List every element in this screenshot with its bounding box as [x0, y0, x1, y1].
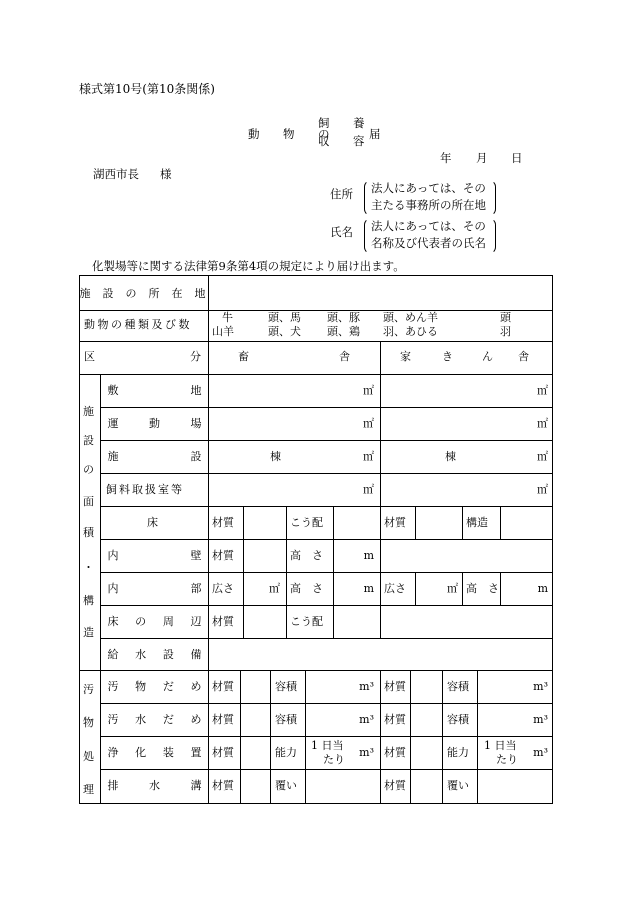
- table-rule: [100, 407, 553, 408]
- meter-unit: m: [537, 582, 548, 595]
- facility-vertical-label: 面: [83, 495, 94, 508]
- item-feed-room: 飼料取扱室等: [106, 483, 184, 496]
- addressee-honorific: 様: [160, 167, 172, 181]
- capacity-label: 容積: [447, 713, 469, 726]
- sewage-vertical-label: 理: [83, 783, 94, 796]
- item-waste-water-pit: だ: [162, 713, 174, 726]
- table-rule: [100, 638, 553, 639]
- capacity-label: 能力: [275, 746, 297, 759]
- poultry-header: 家: [400, 350, 411, 363]
- title-prefix: 動 物 の: [248, 127, 336, 141]
- species-label: 動物の種類及び数: [84, 318, 192, 331]
- cubic-meter-unit: m³: [359, 680, 374, 693]
- table-rule: [100, 769, 553, 770]
- table-rule: [380, 670, 381, 770]
- item-water-supply: 給: [107, 648, 119, 661]
- table-rule: [100, 736, 553, 737]
- table-rule: [415, 572, 416, 606]
- sqm-unit: ㎡: [363, 483, 374, 496]
- item-floor-edge: の: [135, 615, 147, 628]
- item-waste-water-pit: め: [190, 713, 202, 726]
- sqm-unit: ㎡: [269, 582, 280, 595]
- facility-vertical-label: 積: [83, 526, 94, 539]
- table-rule: [100, 506, 553, 507]
- name-label: 氏名: [330, 225, 353, 239]
- item-floor-edge: 周: [162, 615, 174, 628]
- item-exercise-area: 運: [107, 417, 119, 430]
- date-year-label: 年: [440, 151, 452, 165]
- slope-label: こう配: [290, 516, 323, 529]
- poultry-header: ん: [482, 350, 493, 363]
- meter-unit: m: [363, 549, 374, 562]
- table-rule: [240, 670, 241, 770]
- table-rule: [500, 506, 501, 540]
- species-line1-item: 頭、豚: [327, 311, 360, 324]
- sqm-unit: ㎡: [363, 450, 374, 463]
- date-day-label: 日: [511, 151, 523, 165]
- table-rule: [100, 473, 553, 474]
- title-suffix: 届: [369, 127, 381, 141]
- height-label: 高 さ: [290, 549, 323, 562]
- table-rule: [270, 670, 271, 770]
- cover-label: 覆い: [275, 779, 297, 792]
- table-rule: [286, 572, 287, 606]
- capacity-label: 能力: [447, 746, 469, 759]
- table-rule: [100, 605, 553, 606]
- species-line2-item: 頭、鶏: [327, 325, 360, 338]
- species-line1-item: 頭、馬: [268, 311, 301, 324]
- per-day-label: 1 日当: [311, 739, 344, 752]
- item-manure-pit: め: [190, 680, 202, 693]
- table-rule: [380, 605, 381, 639]
- division-label-left: 区: [84, 350, 95, 363]
- material-label: 材質: [384, 779, 406, 792]
- table-rule: [442, 769, 443, 804]
- table-rule: [477, 769, 478, 804]
- table-border-top: [79, 275, 553, 276]
- title-option-keep: 飼 養: [318, 116, 371, 130]
- capacity-label: 容積: [447, 680, 469, 693]
- barn-header: 畜: [238, 350, 249, 363]
- meter-unit: m: [363, 582, 374, 595]
- table-rule: [79, 341, 553, 342]
- species-line1-item: 牛: [222, 311, 233, 324]
- item-manure-pit: 汚: [107, 680, 119, 693]
- table-rule: [240, 769, 241, 804]
- location-label: の: [125, 287, 137, 300]
- table-rule: [462, 572, 463, 606]
- table-rule: [305, 670, 306, 770]
- item-exercise-area: 動: [149, 417, 160, 430]
- sqm-unit: ㎡: [537, 483, 548, 496]
- name-note-line1: 法人にあっては、その: [371, 219, 486, 233]
- facility-vertical-label: 造: [83, 626, 94, 639]
- table-rule: [500, 572, 501, 606]
- facility-vertical-label: ・: [83, 561, 94, 574]
- name-note-line2: 名称及び代表者の氏名: [371, 236, 486, 250]
- item-septic-tank: 装: [162, 746, 174, 759]
- table-border-left: [79, 275, 80, 804]
- item-interior: 部: [190, 582, 202, 595]
- table-rule: [100, 539, 553, 540]
- height-label: 高 さ: [466, 582, 499, 595]
- table-rule: [333, 572, 334, 606]
- table-rule: [243, 572, 244, 606]
- table-rule: [79, 374, 553, 375]
- material-label: 材質: [384, 516, 406, 529]
- table-rule: [380, 506, 381, 540]
- item-septic-tank: 化: [135, 746, 147, 759]
- table-rule: [243, 506, 244, 540]
- item-manure-pit: だ: [162, 680, 174, 693]
- item-site: 敷: [107, 384, 119, 397]
- cubic-meter-unit: m³: [533, 680, 548, 693]
- location-label: 在: [171, 287, 183, 300]
- item-drain: 水: [149, 779, 160, 792]
- item-septic-tank: 浄: [107, 746, 119, 759]
- table-rule: [380, 539, 381, 573]
- cover-label: 覆い: [447, 779, 469, 792]
- sewage-vertical-label: 汚: [83, 683, 94, 696]
- table-rule: [270, 769, 271, 804]
- table-rule: [333, 539, 334, 573]
- per-day-label: 1 日当: [484, 739, 517, 752]
- item-drain: 排: [107, 779, 119, 792]
- item-inner-wall: 壁: [190, 549, 202, 562]
- address-label: 住所: [330, 187, 353, 201]
- species-line2-item: 山羊: [212, 325, 234, 338]
- sqm-unit: ㎡: [537, 450, 548, 463]
- sewage-vertical-label: 物: [83, 716, 94, 729]
- address-note-line1: 法人にあっては、その: [371, 181, 486, 195]
- per-day-label: たり: [323, 753, 345, 766]
- item-waste-water-pit: 汚: [107, 713, 119, 726]
- item-water-supply: 水: [135, 648, 147, 661]
- material-label: 材質: [212, 615, 234, 628]
- location-label: 地: [194, 287, 206, 300]
- material-label: 材質: [212, 680, 234, 693]
- species-line1-item: 頭: [500, 311, 511, 324]
- intro-text: 化製場等に関する法律第9条第4項の規定により届け出ます。: [92, 259, 405, 273]
- table-rule: [100, 440, 553, 441]
- material-label: 材質: [384, 713, 406, 726]
- item-inner-wall: 内: [107, 549, 119, 562]
- table-rule: [333, 605, 334, 639]
- item-facility: 施: [107, 450, 119, 463]
- table-rule: [410, 670, 411, 770]
- building-count-unit: 棟: [445, 450, 456, 463]
- table-rule: [100, 572, 553, 573]
- table-rule: [243, 605, 244, 639]
- table-rule: [415, 506, 416, 540]
- facility-vertical-label: の: [83, 463, 94, 476]
- title-option-house: 収 容: [318, 134, 371, 148]
- sqm-unit: ㎡: [447, 582, 458, 595]
- building-count-unit: 棟: [270, 450, 281, 463]
- material-label: 材質: [384, 680, 406, 693]
- item-exercise-area: 場: [190, 417, 202, 430]
- table-rule: [243, 539, 244, 573]
- table-rule: [286, 605, 287, 639]
- table-rule: [442, 670, 443, 770]
- material-label: 材質: [212, 516, 234, 529]
- item-facility: 設: [190, 450, 202, 463]
- material-label: 材質: [212, 713, 234, 726]
- item-site: 地: [190, 384, 202, 397]
- sqm-unit: ㎡: [537, 417, 548, 430]
- item-waste-water-pit: 水: [135, 713, 147, 726]
- species-line2-item: 羽、あひる: [383, 325, 438, 338]
- item-water-supply: 備: [190, 648, 202, 661]
- item-manure-pit: 物: [135, 680, 147, 693]
- facility-vertical-label: 施: [83, 405, 94, 418]
- addressee: 湖西市長: [93, 167, 139, 181]
- cubic-meter-unit: m³: [359, 746, 374, 759]
- barn-header: 舎: [339, 350, 350, 363]
- table-rule: [286, 539, 287, 573]
- height-label: 高 さ: [290, 582, 323, 595]
- item-drain: 溝: [190, 779, 202, 792]
- table-rule: [380, 572, 381, 606]
- table-rule: [286, 506, 287, 540]
- table-rule: [477, 670, 478, 770]
- notification-form-table: [79, 275, 552, 803]
- item-floor-edge: 辺: [190, 615, 202, 628]
- item-floor: 床: [147, 516, 158, 529]
- table-rule: [462, 506, 463, 540]
- material-label: 材質: [212, 779, 234, 792]
- poultry-header: き: [442, 350, 453, 363]
- item-interior: 内: [107, 582, 119, 595]
- facility-vertical-label: 設: [83, 434, 94, 447]
- cubic-meter-unit: m³: [359, 713, 374, 726]
- structure-label: 構造: [466, 516, 488, 529]
- table-rule: [79, 310, 553, 311]
- capacity-label: 容積: [275, 713, 297, 726]
- item-septic-tank: 置: [190, 746, 202, 759]
- table-rule: [100, 374, 101, 804]
- table-rule: [100, 703, 553, 704]
- division-label-right: 分: [190, 350, 201, 363]
- sewage-vertical-label: 処: [83, 750, 94, 763]
- poultry-header: 舎: [518, 350, 529, 363]
- species-line2-item: 羽: [500, 325, 511, 338]
- per-day-label: たり: [496, 753, 518, 766]
- capacity-label: 容積: [275, 680, 297, 693]
- species-line2-item: 頭、犬: [268, 325, 301, 338]
- table-rule: [410, 769, 411, 804]
- location-label: 所: [148, 287, 160, 300]
- table-rule: [305, 769, 306, 804]
- table-rule: [380, 341, 381, 507]
- table-rule: [333, 506, 334, 540]
- location-label: 施: [79, 287, 91, 300]
- material-label: 材質: [212, 549, 234, 562]
- material-label: 材質: [212, 746, 234, 759]
- area-label: 広さ: [212, 582, 234, 595]
- table-rule: [380, 769, 381, 804]
- table-rule: [79, 670, 553, 671]
- species-line1-item: 頭、めん羊: [383, 311, 438, 324]
- location-label: 設: [102, 287, 114, 300]
- sqm-unit: ㎡: [363, 417, 374, 430]
- facility-vertical-label: 構: [83, 594, 94, 607]
- item-water-supply: 設: [162, 648, 174, 661]
- area-label: 広さ: [384, 582, 406, 595]
- item-floor-edge: 床: [107, 615, 119, 628]
- form-number: 様式第10号(第10条関係): [79, 82, 215, 96]
- material-label: 材質: [384, 746, 406, 759]
- table-border-bottom: [79, 803, 553, 804]
- slope-label: こう配: [290, 615, 323, 628]
- address-note-line2: 主たる事務所の所在地: [371, 198, 486, 212]
- table-rule: [208, 275, 209, 804]
- sqm-unit: ㎡: [363, 384, 374, 397]
- cubic-meter-unit: m³: [533, 746, 548, 759]
- sqm-unit: ㎡: [537, 384, 548, 397]
- date-month-label: 月: [476, 151, 488, 165]
- cubic-meter-unit: m³: [533, 713, 548, 726]
